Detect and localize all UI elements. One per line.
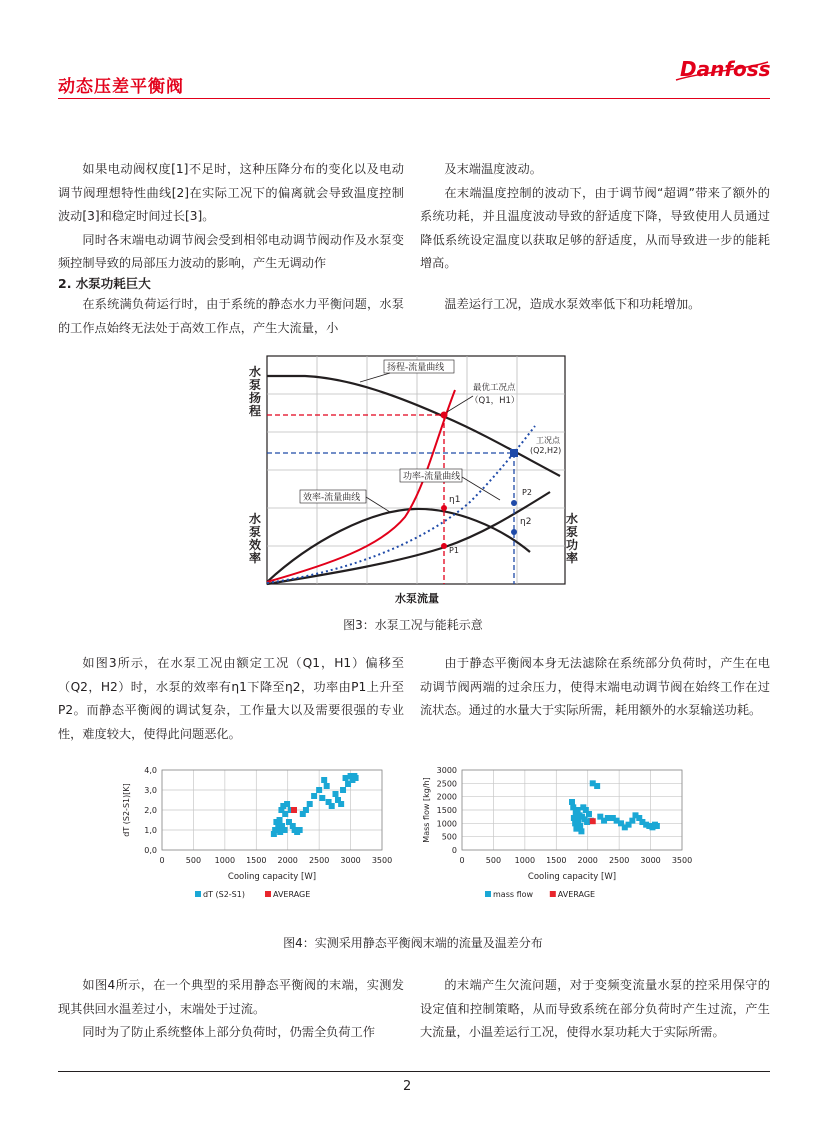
label-p2: P2 (522, 488, 532, 497)
section2-heading: 2. 水泵功耗巨大 (58, 276, 151, 291)
x-tick-label: 1000 (214, 856, 236, 865)
data-point (569, 799, 575, 805)
section2-left-text (58, 293, 404, 340)
x-tick-label: 1500 (546, 856, 567, 865)
y-axis-title: dT (S2-S1)[K] (122, 783, 131, 837)
chart-mass-flow (415, 760, 705, 919)
paragraph: 温差运行工况，造成水泵效率低下和功耗增加。 (444, 297, 701, 311)
header-rule (58, 98, 770, 99)
section1-left-text (58, 158, 404, 276)
paragraph: 同时各末端电动调节阀会受到相邻电动调节阀动作及水泵变频控制导致的局部压力波动的影响，产生无调动作 (58, 232, 404, 270)
label-power-flow: 功率-流量曲线 (403, 472, 461, 482)
x-tick-label: 3000 (340, 856, 361, 865)
data-point (329, 803, 335, 809)
paragraph: 如图3所示，在水泵工况由额定工况（Q1，H1）偏移至（Q2，H2）时，水泵的效率有η1下降至η2，功率由P1上升至P2。而静态平衡阀的调试复杂，工作量大以及需要很强的专业性，难度较大，使得此问题恶化。 (58, 656, 404, 741)
section3-right-text (420, 652, 770, 723)
section1-right-text (420, 158, 770, 276)
y-tick-label: 0 (451, 846, 457, 855)
svg-text:Danfoss: Danfoss (680, 57, 771, 81)
y-tick-label: 2,0 (144, 806, 157, 815)
data-point (353, 775, 359, 781)
y-tick-label: 3,0 (144, 786, 157, 795)
y-tick-label: 1500 (436, 806, 457, 815)
danfoss-logo (672, 50, 772, 96)
page-number: 2 (403, 1079, 412, 1094)
label-best-point: 最优工况点 (473, 383, 516, 393)
paragraph: 在末端温度控制的波动下，由于调节阀“超调”带来了额外的系统功耗，并且温度波动导致的舒适度下降，导致使用人员通过降低系统设定温度以获取足够的舒适度，从而导致进一步的能耗增高。 (420, 185, 770, 270)
data-point (340, 787, 346, 793)
legend-swatch (265, 891, 271, 897)
x-tick-label: 0 (459, 856, 465, 865)
chart-dt (115, 760, 405, 919)
data-point (282, 811, 288, 817)
x-tick-label: 3500 (671, 856, 693, 865)
x-tick-label: 500 (185, 856, 202, 865)
page-header-title: 动态压差平衡阀 (58, 77, 184, 97)
x-tick-label: 1000 (514, 856, 536, 865)
data-point (277, 817, 283, 823)
y-tick-label: 1000 (436, 819, 457, 829)
label-head-flow: 扬程-流量曲线 (387, 363, 445, 373)
figure3-diagram (230, 352, 600, 612)
x-tick-label: 2500 (608, 856, 630, 865)
y-label-efficiency: 水泵效率 (249, 512, 262, 565)
paragraph: 同时为了防止系统整体上部分负荷时，仍需全负荷工作 (82, 1025, 375, 1039)
x-tick-label: 3000 (640, 856, 661, 865)
y-tick-label: 1,0 (144, 826, 157, 835)
label-eta2: η2 (520, 517, 532, 527)
x-axis-label: 水泵流量 (395, 592, 439, 605)
label-eta1: η1 (449, 495, 461, 505)
data-point (324, 783, 330, 789)
x-axis-title: Cooling capacity [W] (527, 872, 617, 882)
y-label-power: 水泵功率 (566, 512, 579, 565)
y-tick-label: 4,0 (144, 766, 157, 775)
x-tick-label: 3500 (371, 856, 393, 865)
data-point (321, 777, 327, 783)
y-label-head: 水泵扬程 (249, 365, 262, 418)
data-point (332, 791, 338, 797)
label-best-point-coords: （Q1，H1） (470, 396, 520, 406)
y-tick-label: 0,0 (144, 846, 157, 855)
data-point (311, 793, 317, 799)
paragraph: 及末端温度波动。 (444, 162, 542, 176)
section4-left-text (58, 974, 404, 1045)
label-p1: P1 (449, 546, 459, 555)
figure4-caption: 图4：实测采用静态平衡阀末端的流量及温差分布 (283, 936, 543, 950)
data-point (629, 818, 635, 824)
data-point (575, 807, 581, 813)
y-axis-title: Mass flow [kg/h] (422, 777, 431, 843)
label-work-point-coords: (Q2,H2) (530, 446, 562, 455)
paragraph: 在系统满负荷运行时，由于系统的静态水力平衡问题，水泵的工作点始终无法处于高效工作点，产生大流量，小 (58, 297, 404, 335)
legend-swatch (485, 891, 491, 897)
data-point (586, 811, 592, 817)
x-tick-label: 2000 (577, 856, 598, 865)
data-point (594, 783, 600, 789)
legend-swatch (195, 891, 201, 897)
paragraph: 的末端产生欠流问题，对于变频变流量水泵的控采用保守的设定值和控制策略，从而导致系统在部分负荷时产生过流，产生大流量，小温差运行工况，使得水泵功耗大于实际所需。 (420, 978, 770, 1039)
data-point (297, 827, 303, 833)
x-tick-label: 1500 (246, 856, 267, 865)
data-point (577, 823, 583, 829)
y-tick-label: 2000 (436, 792, 457, 802)
label-work-point: 工况点 (536, 436, 560, 445)
data-point (303, 807, 309, 813)
data-point (319, 795, 325, 801)
paragraph: 如图4所示，在一个典型的采用静态平衡阀的末端，实测发现其供回水温差过小，末端处于过流。 (58, 978, 404, 1016)
x-tick-label: 2500 (308, 856, 330, 865)
label-eff-flow: 效率-流量曲线 (303, 493, 361, 503)
data-point (316, 787, 322, 793)
paragraph: 由于静态平衡阀本身无法滤除在系统部分负荷时，产生在电动调节阀两端的过余压力，使得末端电动调节阀在始终工作在过流状态。通过的水量大于实际所需，耗用额外的水泵输送功耗。 (420, 656, 770, 717)
x-axis-title: Cooling capacity [W] (227, 872, 317, 882)
x-tick-label: 500 (485, 856, 502, 865)
data-point (307, 801, 313, 807)
y-tick-label: 500 (441, 832, 457, 842)
x-tick-label: 2000 (277, 856, 298, 865)
figure3-caption: 图3：水泵工况与能耗示意 (343, 618, 483, 632)
legend-label: AVERAGE (557, 890, 596, 899)
legend-label: dT (S2-S1) (203, 890, 245, 899)
data-point (654, 823, 660, 829)
legend-swatch (550, 891, 556, 897)
data-point (284, 801, 290, 807)
section2-right-text (420, 293, 770, 317)
legend-label: mass flow (493, 890, 534, 899)
data-point (282, 827, 288, 833)
data-point (291, 807, 297, 813)
data-point (338, 801, 344, 807)
y-tick-label: 3000 (436, 766, 457, 775)
data-point (590, 818, 596, 824)
x-tick-label: 0 (159, 856, 165, 865)
y-tick-label: 2500 (436, 779, 457, 789)
legend-label: AVERAGE (273, 890, 311, 899)
data-point (578, 828, 584, 834)
section3-left-text (58, 652, 404, 746)
footer-rule (58, 1071, 770, 1072)
paragraph: 如果电动阀权度[1]不足时，这种压降分布的变化以及电动调节阀理想特性曲线[2]在实际工况下的偏离就会导致温度控制波动[3]和稳定时间过长[3]。 (58, 162, 404, 223)
section4-right-text (420, 974, 770, 1045)
